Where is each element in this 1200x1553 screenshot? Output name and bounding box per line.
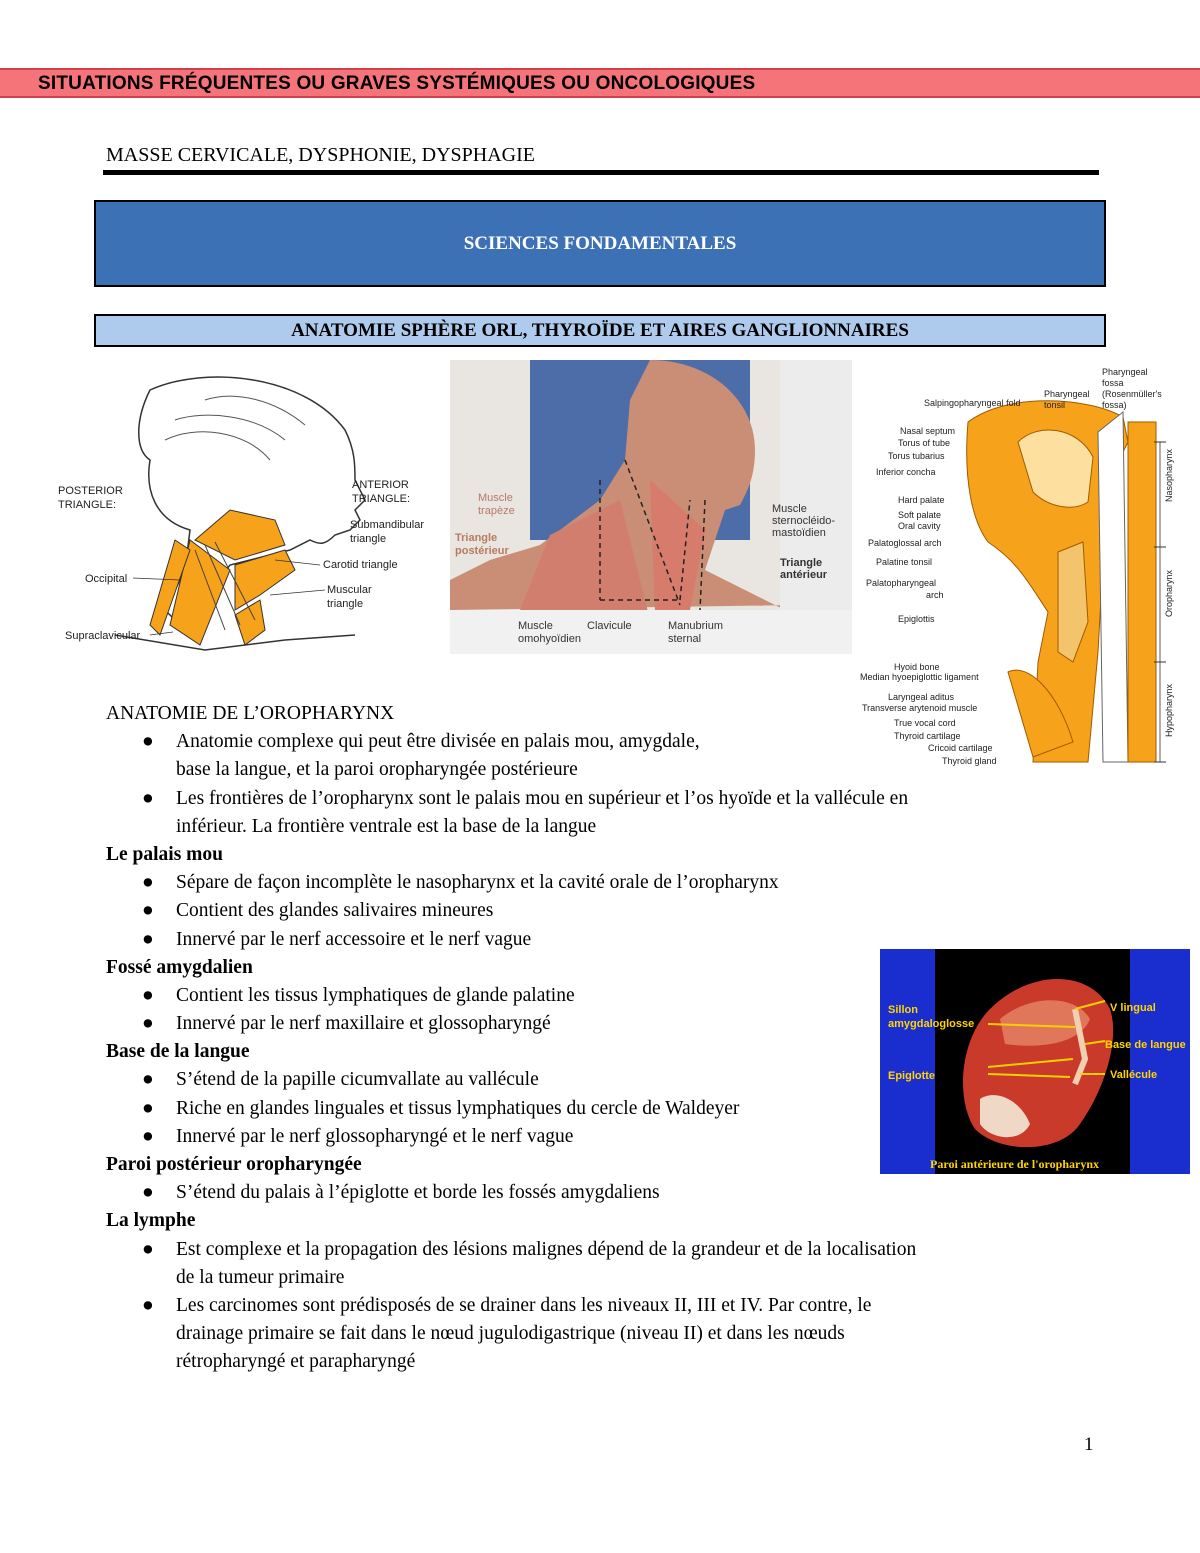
list-item-continued: rétropharyngé et parapharyngé: [176, 1351, 416, 1373]
list-item: ● Riche en glandes linguales et tissus lymphatiques du cercle de Waldeyer: [142, 1097, 740, 1119]
list-item: ● Les carcinomes sont prédisposés de se drainer dans les niveaux II, III et IV. Par contre, le: [142, 1294, 872, 1316]
list-item: ● Innervé par le nerf glossopharyngé et le nerf vague: [142, 1125, 574, 1147]
label-nasal-septum: Nasal septum: [900, 426, 956, 436]
label-trapeze-2: trapèze: [478, 505, 515, 517]
label-torus-tube: Torus of tube: [898, 438, 951, 448]
label-sillon-1: Sillon: [888, 1004, 918, 1016]
label-soft-palate: Soft palate: [898, 510, 942, 520]
label-hyoid: Hyoid bone: [894, 662, 940, 672]
label-submandibular-2: triangle: [350, 533, 387, 545]
label-fossa-4: fossa): [1102, 400, 1127, 410]
document-subtitle: MASSE CERVICALE, DYSPHONIE, DYSPHAGIE: [106, 144, 535, 166]
neck-triangles-figure: [55, 370, 445, 660]
label-submandibular: Submandibular: [350, 519, 424, 531]
label-anterior: ANTERIOR: [352, 479, 409, 491]
list-item: ● Sépare de façon incomplète le nasopharynx et la cavité orale de l’oropharynx: [142, 872, 779, 894]
label-true-vocal: True vocal cord: [894, 718, 956, 728]
label-inferior-concha: Inferior concha: [876, 467, 936, 477]
heading-base-langue: Base de la langue: [106, 1041, 250, 1063]
heading-palais-mou: Le palais mou: [106, 843, 224, 865]
label-manubrium-2: sternal: [668, 633, 702, 645]
label-anterior-2: TRIANGLE:: [352, 493, 411, 505]
heading-paroi-posterieure: Paroi postérieur oropharyngée: [106, 1154, 362, 1175]
label-oral-cavity: Oral cavity: [898, 521, 941, 531]
label-torus-tubarius: Torus tubarius: [888, 451, 945, 461]
label-fossa-1: Pharyngeal: [1102, 367, 1148, 377]
list-item: ● Est complexe et la propagation des lésions malignes dépend de la grandeur et de la localisation: [142, 1238, 917, 1260]
label-sillon-2: amygdaloglosse: [888, 1018, 975, 1030]
neck-photo-figure: [450, 360, 852, 654]
label-cricoid: Cricoid cartilage: [928, 743, 993, 753]
label-scm-3: mastoïdien: [772, 527, 826, 539]
label-omo-2: omohyoïdien: [518, 633, 581, 645]
label-muscular: Muscular: [327, 584, 372, 596]
label-fossa-3: (Rosenmüller's: [1102, 389, 1162, 399]
label-fossa-2: fossa: [1102, 378, 1124, 388]
heading-fosse-amygdalien: Fossé amygdalien: [106, 956, 253, 978]
list-item-continued: inférieur. La frontière ventrale est la base de la langue: [176, 815, 597, 837]
section-header: [94, 200, 1106, 287]
label-muscular-2: triangle: [327, 598, 364, 610]
oropharynx-title: ANATOMIE DE L’OROPHARYNX: [106, 703, 395, 724]
label-median-hyo: Median hyoepiglottic ligament: [860, 672, 979, 682]
list-item-continued: drainage primaire se fait dans le nœud jugulodigastrique (niveau II) et dans les nœuds: [176, 1323, 845, 1345]
list-item: ● Innervé par le nerf maxillaire et glossopharyngé: [142, 1013, 551, 1035]
label-hard-palate: Hard palate: [898, 495, 945, 505]
label-palatine-tonsil: Palatine tonsil: [876, 557, 933, 567]
subsection-title: ANATOMIE SPHÈRE ORL, THYROÏDE ET AIRES GANGLIONNAIRES: [291, 320, 909, 341]
label-scm-2: sternocléido-: [772, 515, 835, 527]
label-palatoglossal: Palatoglossal arch: [868, 538, 942, 548]
label-carotid: Carotid triangle: [323, 559, 398, 571]
label-tri-post: Triangle: [455, 532, 498, 544]
page-number: 1: [1084, 1434, 1094, 1455]
label-thyroid-cart: Thyroid cartilage: [894, 731, 961, 741]
label-tri-ant: Triangle: [780, 557, 823, 569]
list-item-continued: base la langue, et la paroi oropharyngée postérieure: [176, 759, 578, 781]
label-posterior-2: TRIANGLE:: [58, 499, 117, 511]
tongue-caption: Paroi antérieure de l'oropharynx: [930, 1157, 1099, 1171]
label-palatopharyngeal-2: arch: [926, 590, 944, 600]
label-occipital: Occipital: [85, 573, 128, 585]
label-epiglottis: Epiglottis: [898, 614, 935, 624]
label-manubrium: Manubrium: [668, 620, 724, 632]
label-salpingo: Salpingopharyngeal fold: [924, 398, 1021, 408]
heading-lymphe: La lymphe: [106, 1210, 196, 1232]
label-clavicule: Clavicule: [587, 620, 632, 632]
label-tri-post-2: postérieur: [455, 545, 509, 557]
list-item: ● S’étend du palais à l’épiglotte et borde les fossés amygdaliens: [142, 1182, 660, 1204]
label-supraclavicular: Supraclavicular: [65, 630, 141, 642]
list-item: ● Les frontières de l’oropharynx sont le palais mou en supérieur et l’os hyoïde et la vallécule en: [142, 787, 909, 809]
label-thyroid-gland: Thyroid gland: [942, 756, 997, 766]
subsection-header: [94, 314, 1106, 347]
label-v-lingual: V lingual: [1110, 1002, 1156, 1014]
label-posterior: POSTERIOR: [58, 485, 123, 497]
list-item-continued: de la tumeur primaire: [176, 1266, 345, 1288]
top-banner: [0, 68, 1200, 98]
banner-title: SITUATIONS FRÉQUENTES OU GRAVES SYSTÉMIQUES OU ONCOLOGIQUES: [38, 73, 756, 94]
label-laryngeal-aditus: Laryngeal aditus: [888, 692, 955, 702]
label-oropharynx: Oropharynx: [1164, 569, 1174, 617]
list-item: ● Contient des glandes salivaires mineures: [142, 900, 494, 922]
label-epiglotte: Epiglotte: [888, 1070, 936, 1082]
section-title: SCIENCES FONDAMENTALES: [463, 233, 737, 254]
body-content: [106, 700, 1086, 1377]
label-tonsil-2: tonsil: [1044, 400, 1066, 410]
label-tri-ant-2: antérieur: [780, 569, 828, 581]
list-item: ● Anatomie complexe qui peut être divisée en palais mou, amygdale,: [142, 731, 700, 753]
label-nasopharynx: Nasopharynx: [1164, 448, 1174, 502]
label-tonsil-1: Pharyngeal: [1044, 389, 1090, 399]
label-transverse: Transverse arytenoid muscle: [862, 703, 978, 713]
subtitle-rule: [103, 170, 1099, 175]
list-item: ● S’étend de la papille cicumvallate au vallécule: [142, 1069, 539, 1091]
label-base-langue: Base de langue: [1105, 1039, 1186, 1051]
label-palatopharyngeal: Palatopharyngeal: [866, 578, 937, 588]
label-scm: Muscle: [772, 503, 807, 515]
label-trapeze: Muscle: [478, 492, 513, 504]
list-item: ● Innervé par le nerf accessoire et le nerf vague: [142, 928, 532, 950]
label-hypopharynx: Hypopharynx: [1164, 683, 1174, 737]
label-omo: Muscle: [518, 620, 553, 632]
list-item: ● Contient les tissus lymphatiques de glande palatine: [142, 984, 575, 1006]
label-vallecule: Vallécule: [1110, 1069, 1158, 1081]
